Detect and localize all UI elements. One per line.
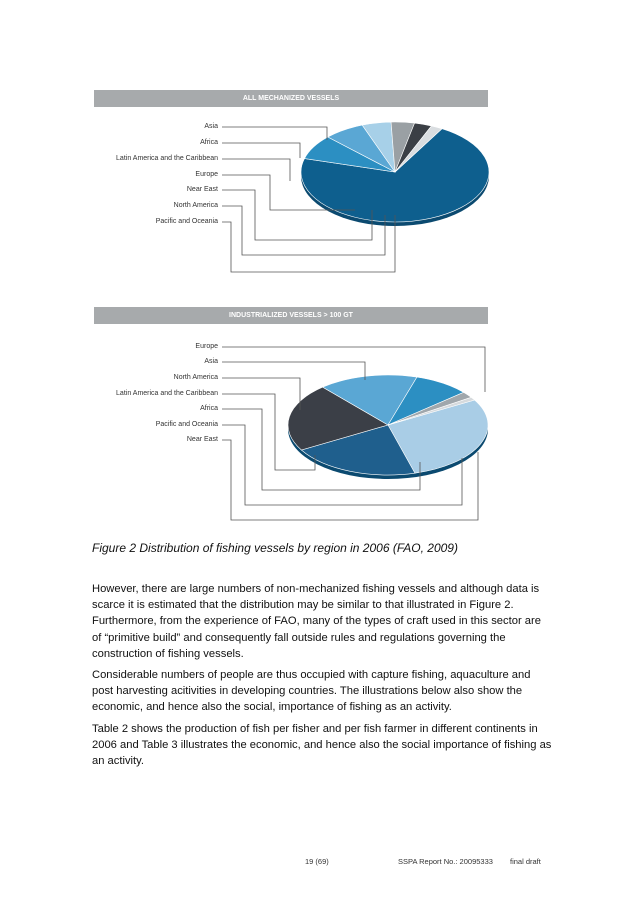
footer-report-number: SSPA Report No.: 20095333 [398,857,493,866]
chart1-label-north-america: North America [173,202,218,209]
chart2-title: INDUSTRIALIZED VESSELS > 100 GT [94,307,488,324]
body-paragraph-1: However, there are large numbers of non-mechanized fishing vessels and although data is scarce it is estimated that the distribution may be similar to that illustrated in Figure 2. Furthermore, from the experience of FAO, many of the types of craft used in this sector are of “primitive build” and consequently fall outside rules and regulations governing the construction of fishing vessels. [92,583,541,660]
chart2-label-pacific-oceania: Pacific and Oceania [155,421,218,428]
chart2-label-asia: Asia [204,358,218,365]
body-paragraph-2: Considerable numbers of people are thus occupied with capture fishing, aquaculture and post harvesting acitivities in developing countries. The illustrations below also show the economic, and hence also the social, importance of fishing as an activity. [92,669,531,714]
chart2-label-near-east: Near East [186,436,218,443]
chart1-label-africa: Africa [200,139,218,146]
chart2-pie [288,375,488,479]
chart2-label-africa: Africa [200,405,218,412]
footer-page-number: 19 (69) [305,857,329,866]
footer-status: final draft [510,857,541,866]
chart1-label-near-east: Near East [186,186,218,193]
chart1-label-pacific-oceania: Pacific and Oceania [155,218,218,225]
figure-caption: Figure 2 Distribution of fishing vessels by region in 2006 (FAO, 2009) [92,541,458,555]
chart1-title: ALL MECHANIZED VESSELS [94,90,488,107]
chart1-label-latin-america: Latin America and the Caribbean [116,155,218,162]
chart2-label-europe: Europe [195,343,218,350]
chart2-label-north-america: North America [173,374,218,381]
body-paragraph-3: Table 2 shows the production of fish per fisher and per fish farmer in different continents in 2006 and Table 3 illustrates the economic, and hence also the social importance of fishing as an activity. [92,723,552,768]
chart1-label-europe: Europe [195,171,218,178]
chart1-label-asia: Asia [204,123,218,130]
chart2-label-latin-america: Latin America and the Caribbean [116,390,218,397]
